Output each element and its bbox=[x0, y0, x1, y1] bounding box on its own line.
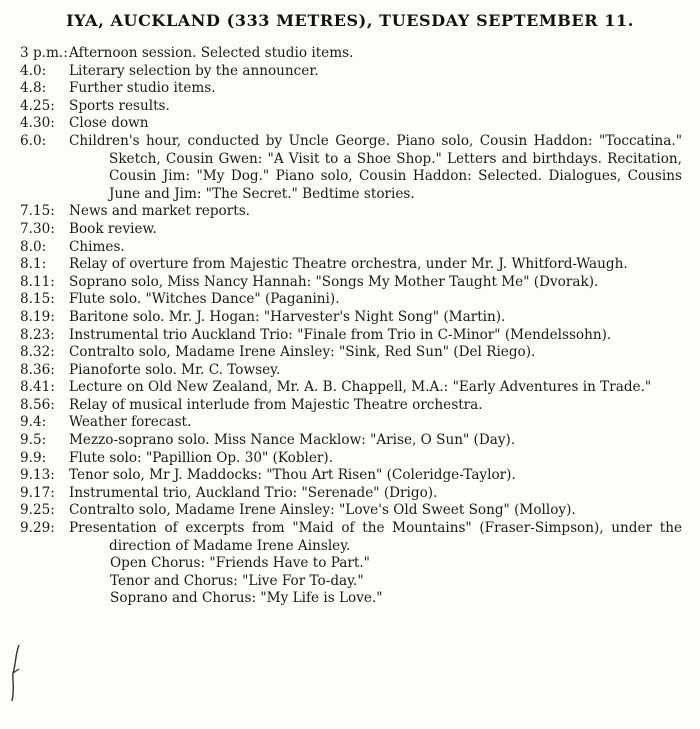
program-item bbox=[20, 362, 682, 380]
program-text: Relay of overture from Majestic Theatre orchestra, under Mr. J. Whitford-Waugh. bbox=[69, 256, 628, 273]
program-time: 4.25: bbox=[20, 97, 55, 114]
program-time: 4.30: bbox=[20, 115, 55, 132]
pencil-mark-icon bbox=[9, 643, 23, 703]
program-time: 8.0: bbox=[20, 238, 47, 255]
program-item bbox=[20, 397, 682, 415]
program-item bbox=[20, 256, 682, 274]
program-time: 8.23: bbox=[20, 326, 55, 343]
program-time: 9.5: bbox=[20, 432, 47, 449]
program-item bbox=[20, 485, 682, 503]
program-text: Chimes. bbox=[69, 238, 125, 255]
program-item bbox=[20, 133, 682, 203]
program-item bbox=[20, 467, 682, 485]
program-item bbox=[20, 98, 682, 116]
program-text: Pianoforte solo. Mr. C. Towsey. bbox=[69, 361, 281, 378]
program-item bbox=[20, 450, 682, 468]
program-list bbox=[20, 45, 682, 608]
program-time: 8.41: bbox=[20, 379, 55, 396]
program-text: Children's hour, conducted by Uncle George. Piano solo, Cousin Haddon: "Toccatina." Sketch, Cousin Gwen: "A Visit to a Shoe Shop." Letters and birthdays. Recitation, Cousin Jim: "My Dog." Piano solo, Cousin Haddon: Selected. Dialogues, Cousins June and Jim: "The Secret." Bedtime stories. bbox=[69, 132, 682, 202]
program-time: 4.0: bbox=[20, 62, 47, 79]
program-text: Flute solo: "Papillion Op. 30" (Kobler). bbox=[69, 449, 334, 466]
program-time: 7.15: bbox=[20, 203, 55, 220]
program-time: 6.0: bbox=[20, 132, 47, 149]
program-time: 3 p.m.: bbox=[20, 45, 68, 61]
program-time: 7.30: bbox=[20, 220, 55, 237]
program-item bbox=[20, 502, 682, 520]
program-text: Instrumental trio, Auckland Trio: "Serenade" (Drigo). bbox=[69, 484, 438, 501]
program-time: 9.13: bbox=[20, 467, 55, 484]
program-text: Contralto solo, Madame Irene Ainsley: "Sink, Red Sun" (Del Riego). bbox=[69, 344, 536, 361]
program-item bbox=[20, 274, 682, 292]
program-text: Afternoon session. Selected studio items. bbox=[69, 45, 354, 61]
program-item bbox=[20, 344, 682, 362]
program-time: 8.36: bbox=[20, 361, 55, 378]
chorus-line: Open Chorus: "Friends Have to Part." bbox=[110, 555, 370, 572]
page-title: IYA, AUCKLAND (333 METRES), TUESDAY SEPTEMBER 11. bbox=[66, 11, 634, 30]
program-time: 8.19: bbox=[20, 308, 55, 325]
program-text: Flute solo. "Witches Dance" (Paganini). bbox=[69, 291, 340, 308]
program-item bbox=[20, 414, 682, 432]
program-item bbox=[20, 291, 682, 309]
program-text: Instrumental trio Auckland Trio: "Finale from Trio in C-Minor" (Mendelssohn). bbox=[69, 326, 612, 343]
program-text: Contralto solo, Madame Irene Ainsley: "Love's Old Sweet Song" (Molloy). bbox=[69, 502, 576, 519]
program-text: Book review. bbox=[69, 220, 157, 237]
program-item bbox=[20, 432, 682, 450]
program-text: Close down bbox=[69, 115, 149, 132]
chorus-line: Soprano and Chorus: "My Life is Love." bbox=[110, 590, 383, 607]
program-time: 9.29: bbox=[20, 520, 55, 537]
program-time: 8.1: bbox=[20, 256, 47, 273]
program-text: Literary selection by the announcer. bbox=[69, 62, 319, 79]
program-item bbox=[20, 239, 682, 257]
program-text: Mezzo-soprano solo. Miss Nance Macklow: "Arise, O Sun" (Day). bbox=[69, 432, 516, 449]
program-item bbox=[20, 221, 682, 239]
program-text: Weather forecast. bbox=[69, 414, 192, 431]
program-item bbox=[20, 45, 682, 63]
program-item bbox=[20, 327, 682, 345]
program-item bbox=[20, 80, 682, 98]
program-time: 9.17: bbox=[20, 484, 55, 501]
program-time: 8.15: bbox=[20, 291, 55, 308]
program-text: News and market reports. bbox=[69, 203, 250, 220]
program-text: Relay of musical interlude from Majestic Theatre orchestra. bbox=[69, 396, 483, 413]
program-time: 9.25: bbox=[20, 502, 55, 519]
program-text: Soprano solo, Miss Nancy Hannah: "Songs My Mother Taught Me" (Dvorak). bbox=[69, 273, 599, 290]
program-item bbox=[20, 63, 682, 81]
program-text: Tenor solo, Mr J. Maddocks: "Thou Art Risen" (Coleridge-Taylor). bbox=[69, 467, 516, 484]
chorus-line: Tenor and Chorus: "Live For To-day." bbox=[110, 572, 364, 589]
program-item bbox=[20, 203, 682, 221]
program-text: Sports results. bbox=[69, 97, 170, 114]
program-item bbox=[20, 379, 682, 397]
program-item bbox=[20, 309, 682, 327]
program-text: Baritone solo. Mr. J. Hogan: "Harvester's Night Song" (Martin). bbox=[69, 308, 506, 325]
program-time: 8.11: bbox=[20, 273, 55, 290]
program-time: 8.56: bbox=[20, 396, 55, 413]
program-time: 9.4: bbox=[20, 414, 47, 431]
program-time: 4.8: bbox=[20, 80, 47, 97]
program-text: Further studio items. bbox=[69, 80, 216, 97]
program-item bbox=[20, 520, 682, 555]
program-text: Presentation of excerpts from "Maid of the Mountains" (Fraser-Simpson), under the direction of Madame Irene Ainsley. bbox=[69, 520, 682, 554]
program-time: 8.32: bbox=[20, 344, 55, 361]
program-time: 9.9: bbox=[20, 449, 47, 466]
program-item bbox=[20, 115, 682, 133]
program-text: Lecture on Old New Zealand, Mr. A. B. Chappell, M.A.: "Early Adventures in Trade." bbox=[69, 379, 652, 396]
